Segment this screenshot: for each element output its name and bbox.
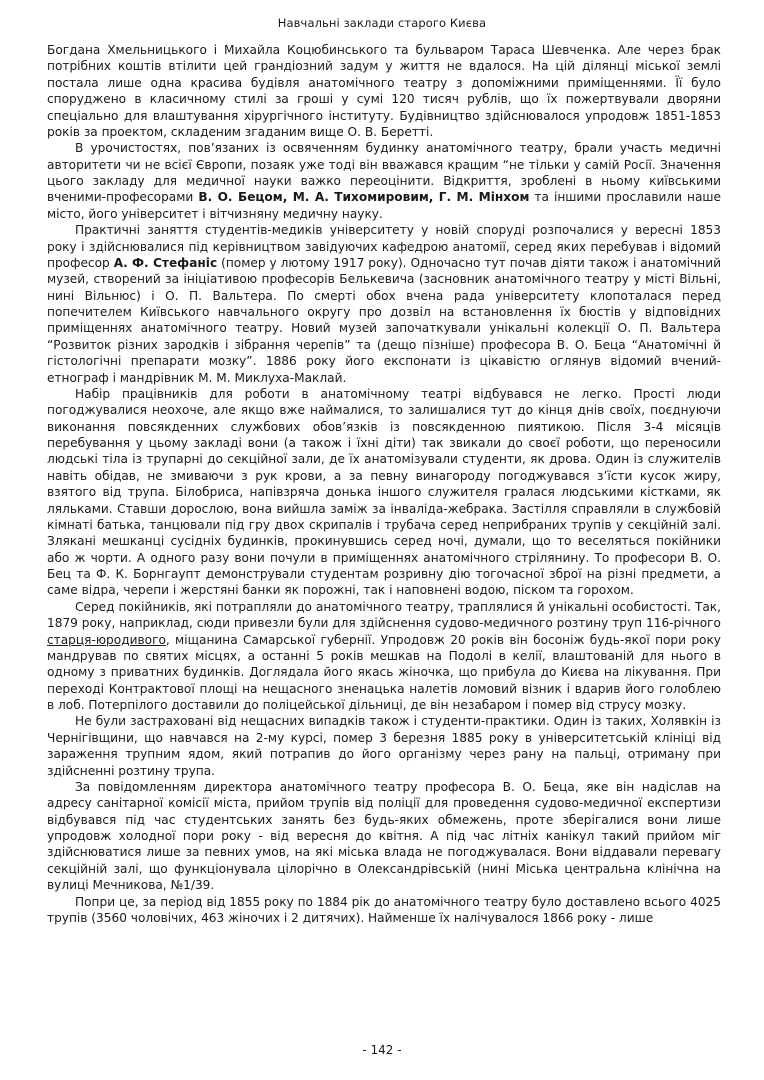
paragraph-1: Богдана Хмельницького і Михайла Коцюбинського та бульваром Тараса Шевченка. Але через брак потрібних коштів втілити цей грандіозний задум у життя не вдалося. На цій ділянці міської землі постала лише одна красива будівля анатомічного театру з допоміжними приміщеннями. Її було споруджено в класичному стилі за гроші у сумі 120 тисяч рублів, що їх пожертвували дворяни спеціально для влаштування хірургічного інституту. Будівництво здійснювалося упродовж 1851-1853 років за проектом, складеним згаданим вище О. В. Беретті.	[47, 43, 721, 139]
paragraph-2-text-a: В урочистостях, пов’язаних із освяченням будинку анатомічного театру, брали участь медичні авторитети чи не всієї Європи, позаяк уже тоді він вважався кращим “не тільки у самій Росії. Значення цього закладу для медичної науки важко переоцінити. Відкриття, зроблені в ньому київськими вченими-професорами	[47, 141, 721, 205]
paragraph-3-text-a: Практичні заняття студентів-медиків університету у новій споруді розпочалися у вересні 1853 року і здійснювалися під керівництвом завідуючих кафедрою анатомії, серед яких перебував і відомий професор	[47, 223, 721, 270]
paragraph-3	[47, 222, 721, 386]
paragraph-2	[47, 140, 721, 222]
paragraph-3-name-bold: А. Ф. Стефаніс	[113, 255, 218, 270]
paragraph-3-text-c: (помер у лютому 1917 року). Одночасно тут почав діяти також і анатомічний музей, створений за ініціативою професорів Белькевича (засновник анатомічного театру у місті Вільні, нині Вільнюс) і О. П. Вальтера. По смерті обох вчена рада університету клопоталася перед попечителем Київського навчального округу про дозвіл на встановлення їх бюстів у відповідних приміщеннях анатомічного театру. Новий музей започаткували унікальні колекції О. П. Вальтера “Розвиток різних зародків і зібрання черепів” та (дещо пізніше) професора В. О. Беца “Анатомічні й гістологічні препарати мозку”. 1886 року його експонати із цікавістю оглянув відомий вчений-етнограф і мандрівник М. М. Миклуха-Маклай.	[47, 255, 722, 385]
paragraph-5-text-c: , міщанина Самарської губернії. Упродовж 20 років він босоніж будь-якої пори року мандрував по святих місцях, а останні 5 років мешкав на Подолі в келії, влаштованій для нього в одному з приватних будинків. Доглядала його якась жіночка, що прибула до Києва на лікування. При переході Контрактової площі на нещасного зненацька налетів ломовий візник і вдарив його голоблею в лоб. Потерпілого доставили до поліцейської дільниці, де він незабаром і помер від струсу мозку.	[47, 632, 721, 712]
paragraph-7: За повідомленням директора анатомічного театру професора В. О. Беца, яке він надіслав на адресу санітарної комісії міста, прийом трупів від поліції для проведення судово-медичної експертизи відбувався під час студентських занять без будь-яких обмежень, проте зберігалися вони лише упродовж холодної пори року - від вересня до квітня. А під час літніх канікул такий прийом міг здійснюватися лише за певних умов, на які міська влада не погоджувалася. Вони віддавали перевагу секційній залі, що функціонувала цілорічно в Олександрівській (нині Міська центральна клінічна на вулиці Мечникова, №1/39.	[47, 779, 721, 893]
paragraph-2-names-bold: В. О. Бецом, М. А. Тихомировим, Г. М. Мінхом	[198, 190, 530, 205]
paragraph-5-underlined-term: старця-юродивого	[47, 632, 166, 647]
paragraph-4: Набір працівників для роботи в анатомічному театрі відбувався не легко. Прості люди погоджувалися неохоче, але якщо вже наймалися, то залишалися тут до кінця днів своїх, поєднуючи виконання повсякденних службових обов’язків із повсякденною пиятикою. Після 3-4 місяців перебування у цьому закладі вони (а також і їхні діти) так звикали до своєї роботи, що переносили людські тіла із трупарні до секційної зали, де їх анатомізували студенти, як дрова. Один із служителів навіть обідав, не змиваючи з рук крови, а за певну винагороду погоджувався з’їсти кусок жиру, взятого від трупа. Білобриса, напівзряча донька іншого служителя гралася людськими кістками, як ляльками. Ставши дорослою, вона вийшла заміж за інваліда-жебрака. Застілля справляли в службовій кімнаті батька, танцювали під гру двох скрипалів і трубача серед неприбраних трупів у секційній залі. Злякані мешканці сусідніх будинків, прокинувшись серед ночі, думали, що то веселяться покійники або ж чорти. А одного разу вони почули в приміщеннях анатомічного стрілянину. То професори В. О. Бец та Ф. К. Борнгаупт демонстрували студентам розривну дію тогочасної зброї на різні предмети, а саме відра, черепи і жерстяні банки як порожні, так і наповнені водою, піском та горохом.	[47, 386, 721, 598]
running-header: Навчальні заклади старого Києва	[277, 16, 487, 30]
paragraph-6: Не були застраховані від нещасних випадків також і студенти-практики. Один із таких, Холявкін із Чернігівщини, що навчався на 2-му курсі, помер 3 березня 1885 року в університетській клініці від зараження трупним ядом, який потрапив до його організму через рану на пальці, отриману при здійсненні розтину трупа.	[47, 714, 721, 778]
paragraph-5	[47, 599, 721, 714]
paragraph-8: Попри це, за період від 1855 року по 1884 рік до анатомічного театру було доставлено всього 4025 трупів (3560 чоловічих, 463 жіночих і 2 дитячих). Найменше їх налічувалося 1866 року - лише	[47, 894, 721, 925]
paragraph-2-text-c: та іншими прославили наше місто, його університет і вітчизняну медичну науку.	[47, 190, 722, 221]
paragraph-5-text-a: Серед покійників, які потрапляли до анатомічного театру, траплялися й унікальні особистості. Так, 1879 року, наприклад, сюди привезли були для здійснення судово-медичного розтину труп 116-річного	[47, 599, 721, 631]
page-number: - 142 -	[362, 1043, 402, 1057]
page-body	[47, 42, 721, 926]
